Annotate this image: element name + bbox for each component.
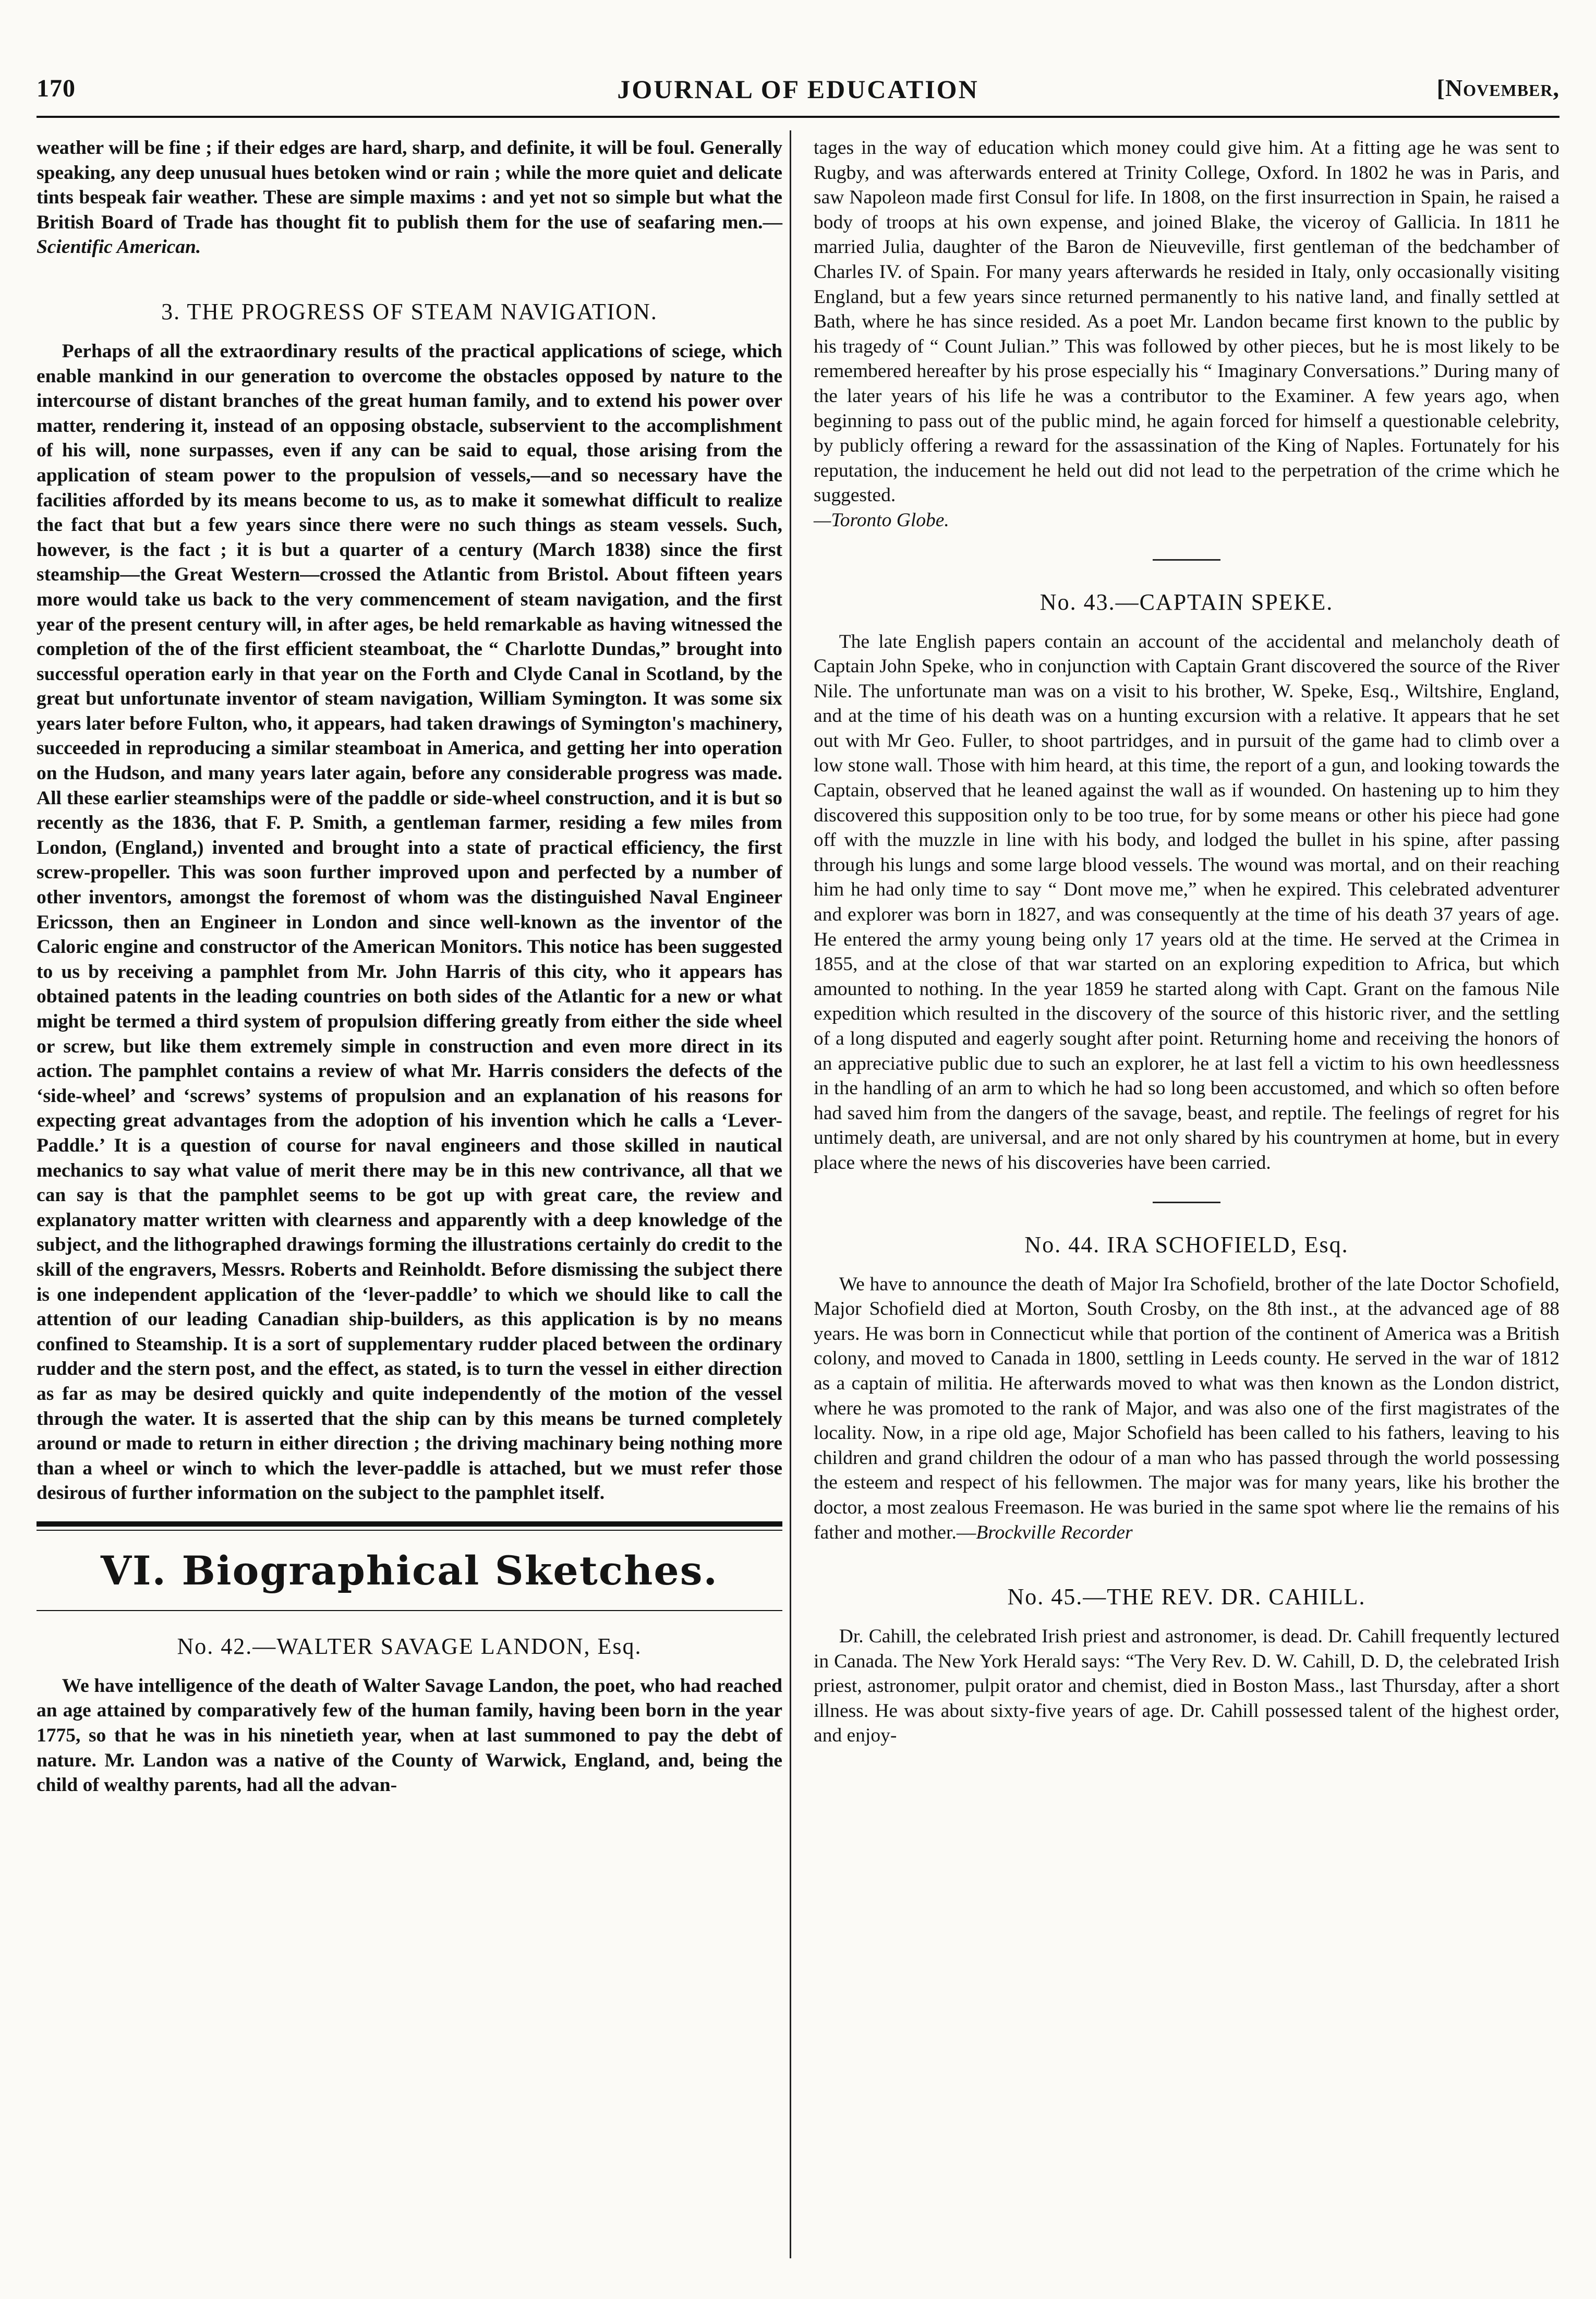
issue-month: [November,	[1436, 75, 1559, 101]
intro-credit: Scientific American.	[37, 236, 201, 258]
landon-credit: —Toronto Globe.	[814, 509, 949, 531]
right-column	[814, 136, 1559, 1748]
page-header	[37, 63, 1559, 115]
banner-thick-rule	[37, 1521, 782, 1527]
landon-continued-paragraph: tages in the way of education which money could give him. At a fitting age he was sent to Rugby, and was afterwards entered at Trinity College, Oxford. In 1802 he was in Paris, and saw Napoleon made first Consul for life. In 1808, on the first insurrection in Spain, he raised a body of troops at his own expense, and joined Blake, the viceroy of Gallicia. In 1811 he married Julia, daughter of the Baron de Nieuveville, first gentleman of the bedchamber of Charles IV. of Spain. For many years afterwards he resided in Italy, only occasionally visiting England, but a few years since returned permanently to his native land, and finally settled at Bath, where he has since resided. As a poet Mr. Landon became first known to the public by his tragedy of “ Count Julian.” This was followed by other pieces, but he is most likely to be remembered hereafter by his prose especially his “ Imaginary Conversations.” During many of the later years of his life he was a contributor to the Examiner. A few years ago, when beginning to pass out of the public mind, he again forced for himself a questionable celebrity, by publicly offering a reward for the assassination of the King of Naples. Fortunately for his reputation, the inducement he held out did not lead to the perpetration of the crime which he suggested.	[814, 137, 1559, 506]
steam-navigation-paragraph: Perhaps of all the extraordinary results of the practical applications of sciege, which enable mankind in our generation to overcome the obstacles opposed by nature to the intercourse of distant branches of the great human family, and to extend his power over matter, rendering it, instead of an opposing obstacle, subservient to the accomplishment of his will, none surpasses, even if any can be said to equal, those arising from the application of steam power to the propulsion of vessels,—and so necessary have the facilities afforded by its means become to us, as to make it somewhat difficult to realize the fact that but a few years since there were no such things as steam vessels. Such, however, is the fact ; it is but a quarter of a century (March 1838) since the first steamship—the Great Western—crossed the Atlantic from Bristol. About fifteen years more would take us back to the very commencement of steam navigation, and the first year of the present century will, in after ages, be held remarkable as having witnessed the completion of the of the first efficient steamboat, the “ Charlotte Dundas,” brought into successful operation early in that year on the Forth and Clyde Canal in Scotland, by the great but unfortunate inventor of steam navigation, William Symington. It was some six years later before Fulton, who, it appears, had taken drawings of Symington's machinery, succeeded in reproducing a similar steamboat in America, and getting her into operation on the Hudson, and many years later again, before any considerable progress was made. All these earlier steamships were of the paddle or side-wheel construction, and it is but so recently as the 1836, that F. P. Smith, a gentleman farmer, residing a few miles from London, (England,) invented and brought into a state of practical efficiency, the first screw-propeller. This was soon further improved upon and perfected by a number of other inventors, amongst the foremost of whom was the distinguished Naval Engineer Ericsson, then an Engineer in London and since well-known as the inventor of the Caloric engine and constructor of the American Monitors. This notice has been suggested to us by receiving a pamphlet from Mr. John Harris of this city, who it appears has obtained patents in the leading countries on both sides of the Atlantic for a new or what might be termed a third system of propulsion differing greatly from either the side wheel or screw, but like them extremely simple in construction and even more direct in its action. The pamphlet contains a review of what Mr. Harris considers the defects of the ‘side-wheel’ and ‘screws’ systems of propulsion and an explanation of his reasons for expecting great advantages from the adoption of his invention which he calls a ‘Lever-Paddle.’ It is a question of course for naval engineers and those skilled in nautical mechanics to say what value of merit there may be in this new contrivance, all that we can say is that the pamphlet seems to be got up with great care, the review and explanatory matter written with clearness and apparently with a deep knowledge of the subject, and the lithographed drawings forming the illustrations certainly do credit to the skill of the engravers, Messrs. Roberts and Reinholdt. Before dismissing the subject there is one independent application of the ‘lever-paddle’ to which we should like to call the attention of our leading Canadian ship-builders, as this application is by no means confined to Steamship. It is a sort of supplementary rudder placed between the ordinary rudder and the stern post, and the effect, as stated, is to turn the vessel in either direction as far as may be desired quickly and quite independently of the motion of the vessel through the water. It is asserted that the ship can by this means be turned completely around or made to return in either direction ; the driving machinary being nothing more than a wheel or winch to which the lever-paddle is attached, but we must refer those desirous of further information on the subject to the pamphlet itself.	[37, 340, 782, 1504]
schofield-text: We have to announce the death of Major Ira Schofield, brother of the late Doctor Schofield, Major Schofield died at Morton, South Crosby, on the 8th inst., at the advanced age of 88 years. He was born in Connecticut while that portion of the continent of America was a British colony, and moved to Canada in 1800, settling in Leeds county. He served in the war of 1812 as a captain of militia. He afterwards moved to what was then known as the London district, where he was promoted to the rank of Major, and was also one of the first magistrates of the locality. Now, in a ripe old age, Major Schofield has been called to his fathers, leaving to his children and grand children the odour of a man who has passed through the world possessing the esteem and respect of his fellowmen. The major was for many years, like his brother the doctor, a most zealous Freemason. He was buried in the same spot where lie the remains of his father and mother.—	[814, 1273, 1559, 1543]
schofield-paragraph	[814, 1272, 1559, 1545]
biographical-sketches-banner	[37, 1506, 782, 1631]
schofield-credit: Brockville Recorder	[976, 1521, 1133, 1543]
banner-thin-rule	[37, 1530, 782, 1531]
cahill-heading: No. 45.—THE REV. DR. CAHILL.	[1007, 1584, 1366, 1610]
speke-paragraph: The late English papers contain an account of the accidental and melancholy death of Captain John Speke, who in conjunction with Captain Grant discovered the source of the River Nile. The unfortunate man was on a visit to his brother, W. Speke, Esq., Wiltshire, England, and at the time of his death was on a hunting excursion with a relative. It appears that he set out with Mr Geo. Fuller, to shoot partridges, and in pursuit of the game had to climb over a low stone wall. Those with him heard, at this time, the report of a gun, and looking towards the Captain, observed that he leaned against the wall as if wounded. On hastening up to him they discovered this supposition only to be too true, for by some means or other his piece had gone off with the muzzle in line with his body, and lodged the bullet in his spine, after passing through his lungs and some large blood vessels. The wound was mortal, and on their reaching him he had only time to say “ Dont move me,” when he expired. This celebrated adventurer and explorer was born in 1827, and was consequently at the time of his death 37 years of age. He entered the army young being only 17 years old at the time. He served at the Crimea in 1855, and at the close of that war started on an exploring expedition to Africa, but which amounted to nothing. In the year 1859 he started along with Capt. Grant on the famous Nile expedition which resulted in the discovery of the source of this historic river, and the settling of a long disputed and eagerly sought after point. Returning home and receiving the honors of an appreciative public due to such an explorer, he at last fell a victim to his own heedlessness in the handling of an arm to which he had so long been accustomed, and which so often before had saved him from the dangers of the savage, beast, and reptile. The feelings of regret for his untimely death, are universal, and are not only shared by his countrymen at home, but in every place where the news of his discoveries have been carried.	[814, 631, 1559, 1173]
intro-paragraph	[37, 136, 782, 260]
landon-heading: No. 42.—WALTER SAVAGE LANDON, Esq.	[177, 1633, 642, 1659]
page-number: 170	[37, 75, 76, 102]
intro-text: weather will be fine ; if their edges are hard, sharp, and definite, it will be foul. Generally speaking, any deep unusual hues betoken wind or rain ; while the more quiet and delicate tints bespeak fair weather. These are simple maxims : and yet not so simple but what the British Board of Trade has thought fit to publish them for the use of seafaring men.—	[37, 137, 782, 233]
cahill-paragraph: Dr. Cahill, the celebrated Irish priest and astronomer, is dead. Dr. Cahill frequently lectured in Canada. The New York Herald says: “The Very Rev. D. W. Cahill, D. D, the celebrated Irish priest, astronomer, pulpit orator and chemist, died in Boston Mass., last Thursday, after a short illness. He was about sixty-five years of age. Dr. Cahill possessed talent of the highest order, and enjoy-	[814, 1626, 1559, 1747]
steam-navigation-heading: 3. THE PROGRESS OF STEAM NAVIGATION.	[161, 298, 658, 324]
schofield-heading: No. 44. IRA SCHOFIELD, Esq.	[1024, 1231, 1349, 1257]
speke-heading: No. 43.—CAPTAIN SPEKE.	[1039, 589, 1334, 615]
biographical-sketches-title: VI. Biographical Sketches.	[101, 1547, 718, 1594]
journal-title: JOURNAL OF EDUCATION	[617, 75, 979, 104]
column-divider	[790, 130, 791, 2258]
banner-bottom-rule	[37, 1610, 782, 1611]
left-column	[37, 136, 782, 1798]
header-rule	[37, 116, 1559, 118]
landon-paragraph: We have intelligence of the death of Walter Savage Landon, the poet, who had reached an age attained by comparatively few of the human family, having been born in the year 1775, so that he was in his ninetieth year, when at last summoned to pay the debt of nature. Mr. Landon was a native of the County of Warwick, England, and, being the child of wealthy parents, had all the advan-	[37, 1675, 782, 1796]
